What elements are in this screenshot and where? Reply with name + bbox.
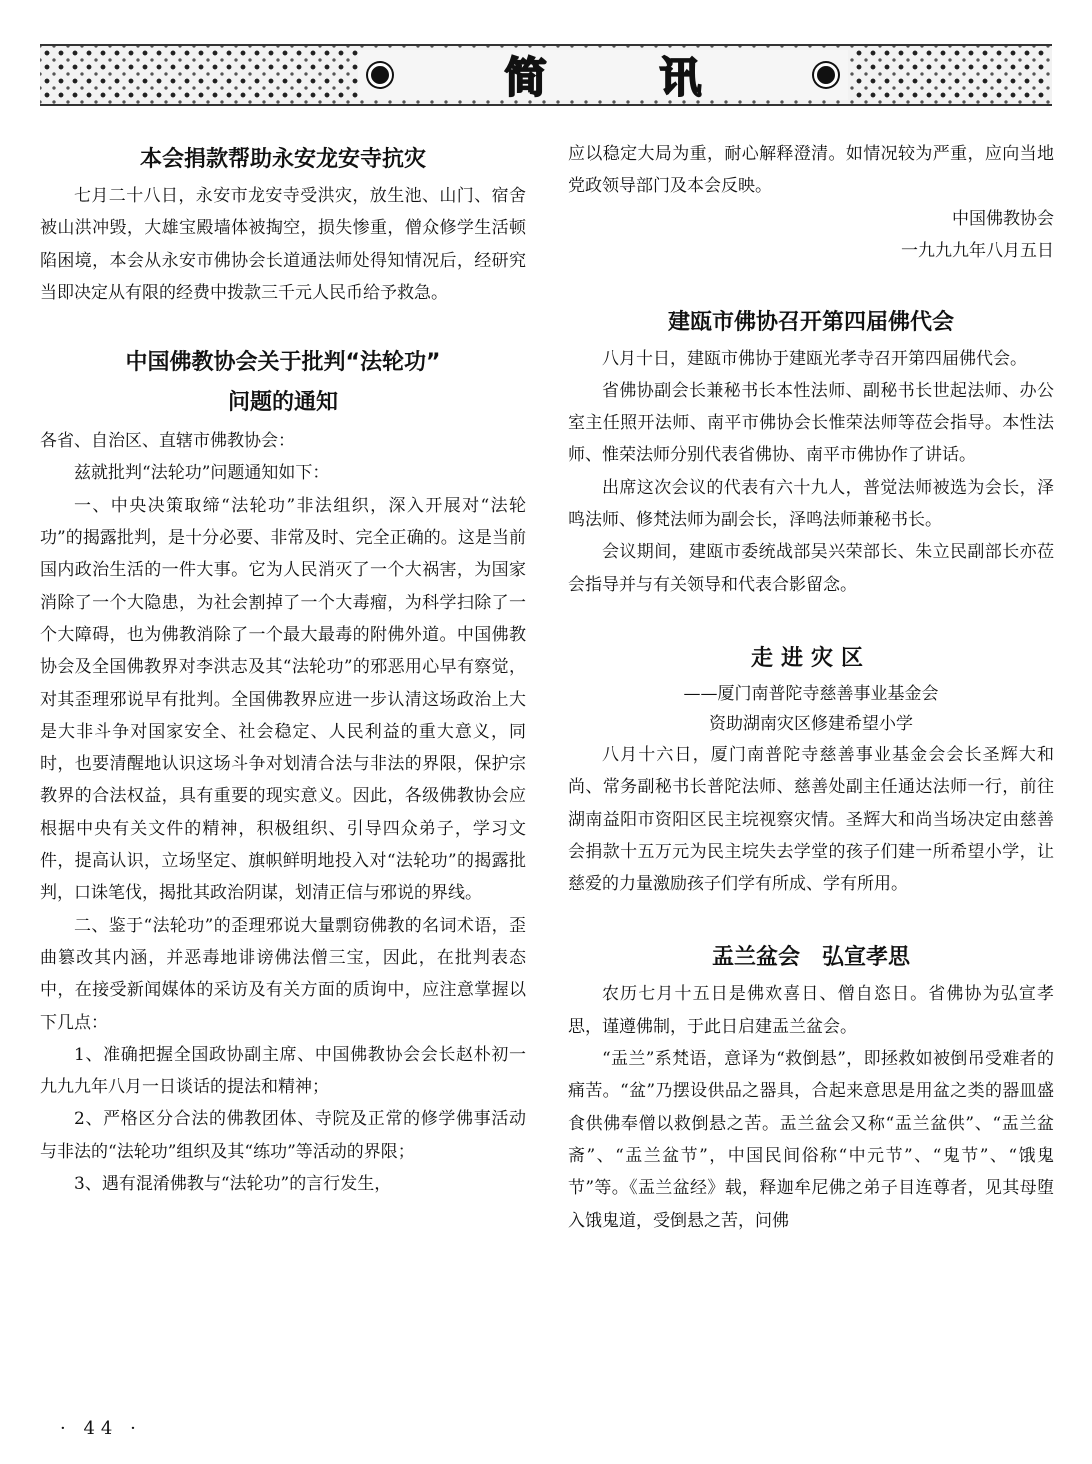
article-paragraph: 兹就批判“法轮功”问题通知如下： [74, 463, 330, 484]
article-paragraph: 二、鉴于“法轮功”的歪理邪说大量剽窃佛教的名词术语，歪曲篡改其内涵，并恶毒地诽谤佛法僧三宝，因此，在批判表态中，在接受新闻媒体的采访及有关方面的质询中，应注意掌握以下几点： [40, 915, 526, 1033]
article-paragraph: 2、严格区分合法的佛教团体、寺院及正常的修学佛事活动与非法的“法轮功”组织及其“练功”等活动的界限； [40, 1109, 526, 1162]
article-paragraph: 一、中央决策取缔“法轮功”非法组织，深入开展对“法轮功”的揭露批判，是十分必要、非常及时、完全正确的。这是当前国内政治生活的一件大事。它为人民消灭了一个大祸害，为国家消除了一个大隐患，为社会割掉了一个大毒瘤，为科学扫除了一个大障碍，也为佛教消除了一个最大最毒的附佛外道。中国佛教协会及全国佛教界对李洪志及其“法轮功”的邪恶用心早有察觉，对其歪理邪说早有批判。全国佛教界应进一步认清这场政治上大是大非斗争对国家安全、社会稳定、人民利益的重大意义，同时，也要清醒地认识这场斗争对划清合法与非法的界限，保护宗教界的合法权益，具有重要的现实意义。因此，各级佛教协会应根据中央有关文件的精神，积极组织、引导四众弟子，学习文件，提高认识，立场坚定、旗帜鲜明地投入对“法轮功”的揭露批判，口诛笔伐，揭批其政治阴谋，划清正信与邪说的界线。 [40, 495, 526, 904]
article-paragraph: 七月二十八日，永安市龙安寺受洪灾，放生池、山门、宿舍被山洪冲毁，大雄宝殿墙体被掏空，损失惨重，僧众修学生活顿陷困境，本会从永安市佛协会长道通法师处得知情况后，经研究当即决定从有限的经费中拨款三千元人民币给予救急。 [40, 186, 526, 303]
article-ullambana [568, 938, 1054, 1236]
banner-char-2: 讯 [659, 53, 702, 102]
article-title: 盂兰盆会 弘宣孝思 [711, 945, 910, 971]
continuation-text: 应以稳定大局为重，耐心解释澄清。如情况较为严重，应向当地党政领导部门及本会反映。 [568, 144, 1054, 197]
article-notice [40, 343, 526, 1200]
bullet-dot-icon [368, 63, 392, 87]
article-donation [40, 140, 526, 309]
article-jianou [568, 303, 1054, 601]
page-number: · 44 · [60, 1418, 142, 1439]
article-paragraph: 1、准确把握全国政协副主席、中国佛教协会会长赵朴初一九九九年八月一日谈话的提法和精神； [40, 1044, 526, 1098]
article-paragraph: 3、遇有混淆佛教与“法轮功”的言行发生， [74, 1174, 392, 1195]
article-title: 本会捐款帮助永安龙安寺抗灾 [139, 147, 426, 172]
article-title-line1: 中国佛教协会关于批判“法轮功” [125, 350, 441, 376]
signature-date: 一九九九年八月五日 [901, 240, 1054, 261]
article-paragraph: 会议期间，建瓯市委统战部吴兴荣部长、朱立民副部长亦莅会指导并与有关领导和代表合影留念。 [568, 542, 1054, 595]
article-paragraph: 八月十六日，厦门南普陀寺慈善事业基金会会长圣辉大和尚、常务副秘书长普陀法师、慈善处副主任通达法师一行，前往湖南益阳市资阳区民主垸视察灾情。圣辉大和尚当场决定由慈善会捐款十五万元为民主垸失去学堂的孩子们建一所希望小学，让慈爱的力量激励孩子们学有所成、学有所用。 [568, 744, 1054, 895]
article-paragraph: 省佛协副会长兼秘书长本性法师、副秘书长世起法师、办公室主任照开法师、南平市佛协会长惟荣法师等莅会指导。本性法师、惟荣法师分别代表省佛协、南平市佛协作了讲话。 [568, 380, 1054, 466]
article-title-line2: 问题的通知 [227, 390, 338, 416]
left-column [40, 138, 526, 1200]
article-title: 走进灾区 [750, 645, 871, 671]
salutation: 各省、自治区、直辖市佛教协会： [40, 431, 295, 452]
article-title: 建瓯市佛协召开第四届佛代会 [667, 309, 954, 335]
article-paragraph: 出席这次会议的代表有六十九人，普觉法师被选为会长，泽鸣法师、修梵法师为副会长，泽鸣法师兼秘书长。 [568, 477, 1054, 531]
article-paragraph: “盂兰”系梵语，意译为“救倒悬”，即拯救如被倒吊受难者的痛苦。“盆”乃摆设供品之器具，合起来意思是用盆之类的器皿盛食供佛奉僧以救倒悬之苦。盂兰盆会又称“盂兰盆供”、“盂兰盆斋”、“盂兰盆节”，中国民间俗称“中元节”、“鬼节”、“饿鬼节”等。《盂兰盆经》载，释迦牟尼佛之弟子目连尊者，见其母堕入饿鬼道，受倒悬之苦，问佛 [568, 1049, 1054, 1231]
article-disaster-area [568, 639, 1054, 900]
bullet-dot-icon [814, 63, 838, 87]
banner-title [358, 50, 848, 100]
signature-org: 中国佛教协会 [952, 208, 1054, 229]
article-paragraph: 农历七月十五日是佛欢喜日、僧自恣日。省佛协为弘宣孝思，谨遵佛制，于此日启建盂兰盆会。 [568, 984, 1054, 1037]
article-subtitle-1: ——厦门南普陀寺慈善事业基金会 [683, 683, 939, 704]
banner-char-1: 简 [504, 53, 547, 102]
header-banner [40, 44, 1052, 106]
article-paragraph: 八月十日，建瓯市佛协于建瓯光孝寺召开第四届佛代会。 [602, 348, 1027, 369]
right-column [568, 138, 1054, 1237]
article-subtitle-2: 资助湖南灾区修建希望小学 [709, 713, 913, 734]
